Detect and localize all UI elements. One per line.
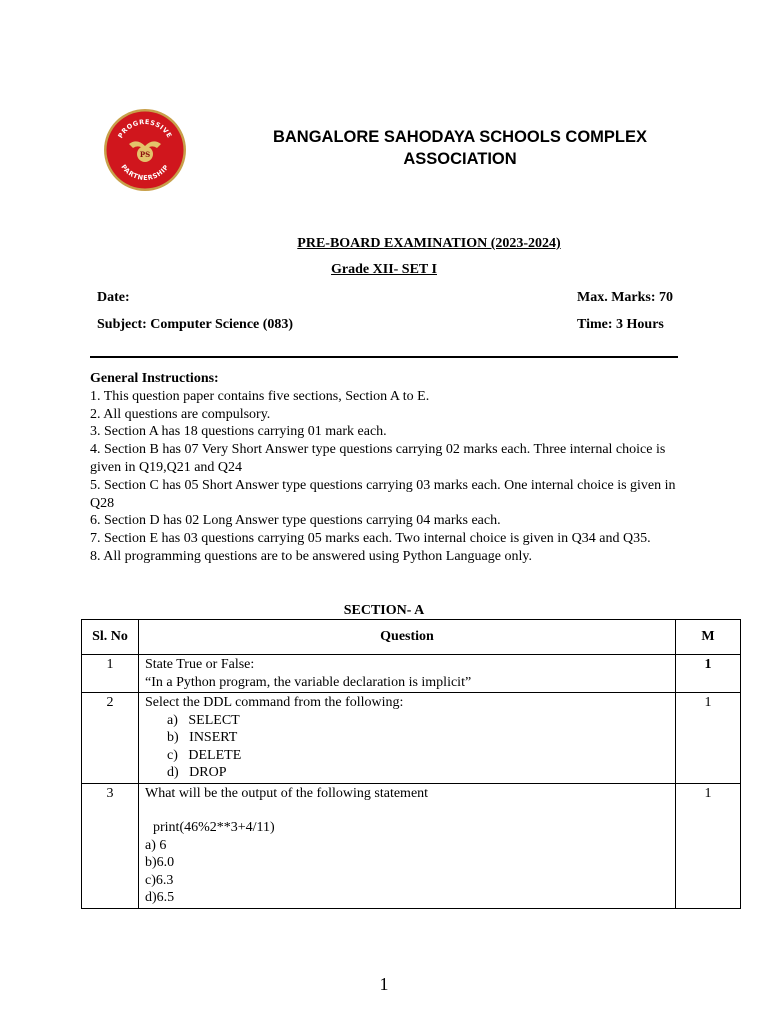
col-header-question: Question — [139, 620, 676, 655]
instruction-item: 6. Section D has 02 Long Answer type questions carrying 04 marks each. — [90, 513, 501, 529]
question-stem: Select the DDL command from the following: — [145, 695, 404, 710]
option-item: b)6.0 — [145, 855, 175, 870]
subject: Subject: Computer Science (083) — [97, 317, 294, 332]
col-header-marks: M — [676, 620, 741, 655]
general-instructions — [90, 370, 680, 566]
question-marks: 1 — [676, 783, 741, 908]
org-title — [230, 126, 690, 170]
page-number: 1 — [379, 974, 389, 994]
col-header-slno: Sl. No — [82, 620, 139, 655]
question-text — [139, 783, 676, 908]
option-list — [145, 837, 674, 907]
question-table — [81, 619, 741, 909]
logo-top-text: PROGRESSIVE — [116, 117, 174, 140]
instruction-item: 8. All programming questions are to be answered using Python Language only. — [90, 548, 532, 564]
max-marks: Max. Marks: 70 — [577, 290, 674, 305]
logo-monogram: PS — [139, 150, 151, 159]
logo-bottom-text: PARTNERSHIP — [119, 163, 171, 183]
table-row — [82, 783, 741, 908]
option-item: b) INSERT — [167, 730, 238, 745]
option-item: c)6.3 — [145, 872, 174, 888]
org-title-line2: ASSOCIATION — [403, 150, 517, 168]
option-item: d) DROP — [167, 765, 227, 780]
table-row — [82, 693, 741, 784]
question-marks: 1 — [676, 693, 741, 784]
instruction-item: 3. Section A has 18 questions carrying 01 mark each. — [90, 424, 387, 440]
question-stem: What will be the output of the following statement — [145, 785, 429, 801]
time-allowed: Time: 3 Hours — [577, 317, 664, 332]
exam-title: PRE-BOARD EXAMINATION (2023-2024) — [297, 236, 561, 251]
question-number: 1 — [82, 655, 139, 693]
instruction-item: 1. This question paper contains five sections, Section A to E. — [90, 388, 430, 404]
instruction-item: 5. Section C has 05 Short Answer type questions carrying 03 marks each. One internal choice is given in Q28 — [90, 477, 676, 511]
option-item: a) SELECT — [167, 712, 240, 728]
grade-set: Grade XII- SET I — [331, 262, 437, 277]
school-logo — [103, 108, 187, 192]
table-row — [82, 655, 741, 693]
question-text — [139, 655, 676, 693]
option-item: c) DELETE — [167, 747, 242, 763]
header-divider — [90, 356, 678, 358]
instructions-heading: General Instructions: — [90, 371, 219, 386]
section-title: SECTION- A — [343, 603, 425, 618]
progressive-partnership-emblem-icon — [103, 108, 187, 192]
question-marks: 1 — [676, 655, 741, 693]
date-label: Date: — [97, 290, 130, 305]
question-text — [139, 693, 676, 784]
option-list — [145, 712, 674, 782]
question-number: 3 — [82, 783, 139, 908]
option-item: a) 6 — [145, 837, 167, 853]
instruction-item: 4. Section B has 07 Very Short Answer type questions carrying 02 marks each. Three internal choice is given in Q19,Q21 and Q24 — [90, 442, 666, 475]
question-stem: State True or False: — [145, 657, 255, 672]
org-title-line1: BANGALORE SAHODAYA SCHOOLS COMPLEX — [272, 128, 648, 146]
question-statement: “In a Python program, the variable declaration is implicit” — [145, 674, 472, 690]
question-number: 2 — [82, 693, 139, 784]
instruction-item: 2. All questions are compulsory. — [90, 406, 271, 422]
option-item: d)6.5 — [145, 890, 175, 905]
instruction-item: 7. Section E has 03 questions carrying 05 marks each. Two internal choice is given in Q34 and Q35. — [90, 531, 651, 547]
code-statement: print(46%2**3+4/11) — [153, 820, 275, 835]
table-header-row — [82, 620, 741, 655]
